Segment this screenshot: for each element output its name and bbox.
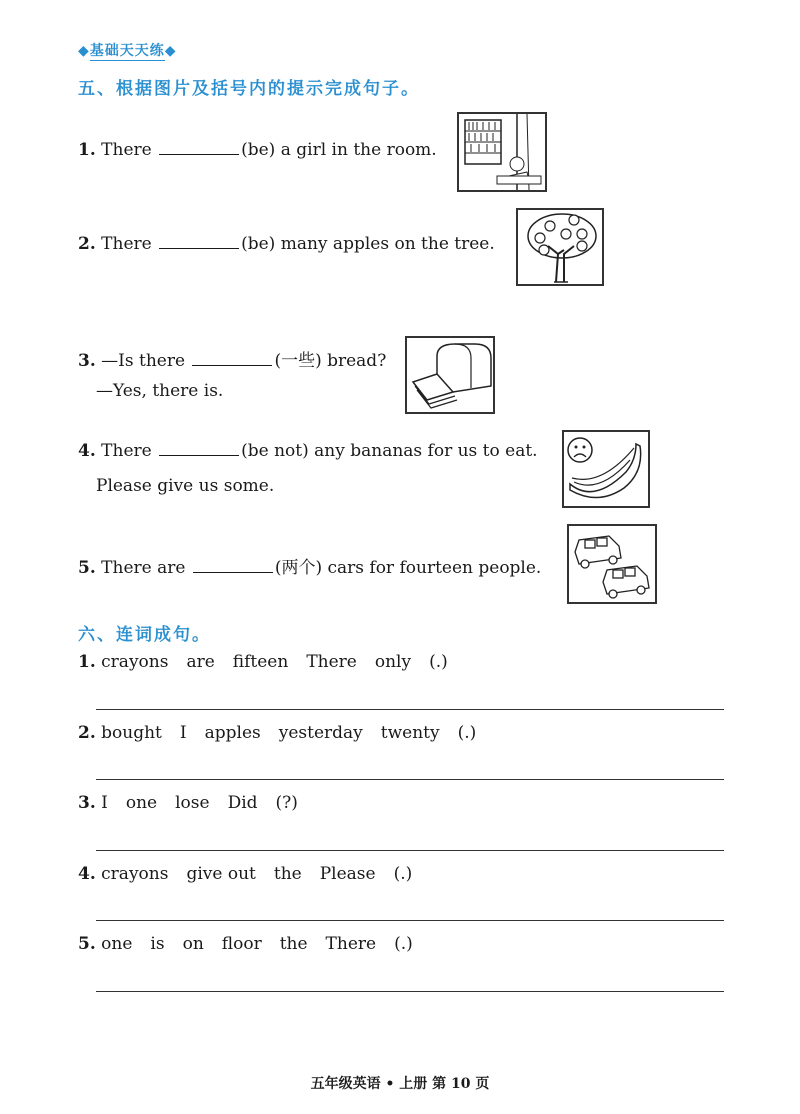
word: lose [175, 793, 210, 813]
question-text: There [101, 441, 152, 461]
question-6-5 [78, 934, 413, 954]
question-hint: (一些) bread? [274, 351, 387, 371]
bread-loaf-picture [405, 336, 495, 414]
word: floor [221, 934, 262, 954]
word: one [101, 934, 133, 954]
question-number: 1. [78, 652, 96, 672]
question-5-2 [78, 234, 495, 254]
diamond-icon: ◆ [78, 43, 90, 59]
word: only [374, 652, 412, 672]
question-6-2 [78, 723, 476, 743]
word: are [186, 652, 215, 672]
apple-tree-picture [516, 208, 604, 286]
section-6-title: 六、连词成句。 [78, 625, 211, 645]
section-tag [78, 40, 177, 60]
question-5-3-response: —Yes, there is. [96, 381, 224, 401]
question-number: 3. [78, 351, 96, 371]
apple-tree-icon [518, 210, 602, 284]
word: fifteen [232, 652, 289, 672]
question-number: 2. [78, 723, 96, 743]
word: the [273, 864, 302, 884]
question-hint: (两个) cars for fourteen people. [274, 558, 542, 578]
answer-line[interactable] [96, 850, 724, 851]
word: crayons [101, 652, 169, 672]
word: (.) [429, 652, 448, 672]
word: give out [186, 864, 256, 884]
word: (.) [393, 864, 413, 884]
two-cars-icon [569, 526, 655, 602]
question-number: 3. [78, 793, 96, 813]
question-text: There are [101, 558, 186, 578]
two-cars-picture [567, 524, 657, 604]
word: There [325, 934, 377, 954]
question-5-4-line2: Please give us some. [96, 476, 275, 496]
word: (.) [457, 723, 477, 743]
word: yesterday [278, 723, 363, 743]
word: Did [227, 793, 258, 813]
question-5-1 [78, 140, 437, 160]
question-6-3 [78, 793, 298, 813]
word: twenty [380, 723, 440, 743]
word: (.) [394, 934, 413, 954]
question-hint: (be) a girl in the room. [241, 140, 437, 160]
sad-face-bananas-picture [562, 430, 650, 508]
question-number: 2. [78, 234, 96, 254]
word: There [306, 652, 357, 672]
question-number: 4. [78, 441, 96, 461]
word: one [125, 793, 158, 813]
answer-blank[interactable] [192, 351, 272, 366]
word: is [150, 934, 165, 954]
answer-blank[interactable] [159, 140, 239, 155]
answer-line[interactable] [96, 779, 724, 780]
question-text: There [101, 140, 152, 160]
question-hint: (be) many apples on the tree. [241, 234, 495, 254]
question-5-5 [78, 553, 541, 578]
word: the [279, 934, 308, 954]
section-tag-label: 基础天天练 [89, 43, 165, 59]
question-number: 5. [78, 558, 96, 578]
word: bought [101, 723, 162, 743]
word: (?) [275, 793, 298, 813]
answer-blank[interactable] [159, 234, 239, 249]
answer-blank[interactable] [159, 441, 239, 456]
answer-line[interactable] [96, 920, 724, 921]
girl-reading-room-picture [457, 112, 547, 192]
word: apples [204, 723, 261, 743]
word: I [179, 723, 187, 743]
section-5-title: 五、根据图片及括号内的提示完成句子。 [78, 79, 420, 99]
word: crayons [101, 864, 169, 884]
question-5-3 [78, 346, 386, 371]
question-6-1 [78, 652, 448, 672]
word: on [182, 934, 204, 954]
diamond-icon: ◆ [164, 43, 177, 59]
question-text: —Is there [101, 351, 186, 371]
question-number: 1. [78, 140, 96, 160]
girl-reading-icon [459, 114, 545, 190]
answer-line[interactable] [96, 991, 724, 992]
word: I [101, 793, 108, 813]
page-footer: 五年级英语 • 上册 第 10 页 [310, 1076, 490, 1092]
answer-blank[interactable] [193, 558, 273, 573]
sad-face-banana-icon [564, 432, 648, 506]
question-6-4 [78, 864, 412, 884]
question-text: There [101, 234, 152, 254]
question-number: 4. [78, 864, 96, 884]
question-5-4 [78, 441, 538, 461]
question-hint: (be not) any bananas for us to eat. [241, 441, 538, 461]
word: Please [319, 864, 376, 884]
bread-icon [407, 338, 493, 412]
question-number: 5. [78, 934, 96, 954]
answer-line[interactable] [96, 709, 724, 710]
